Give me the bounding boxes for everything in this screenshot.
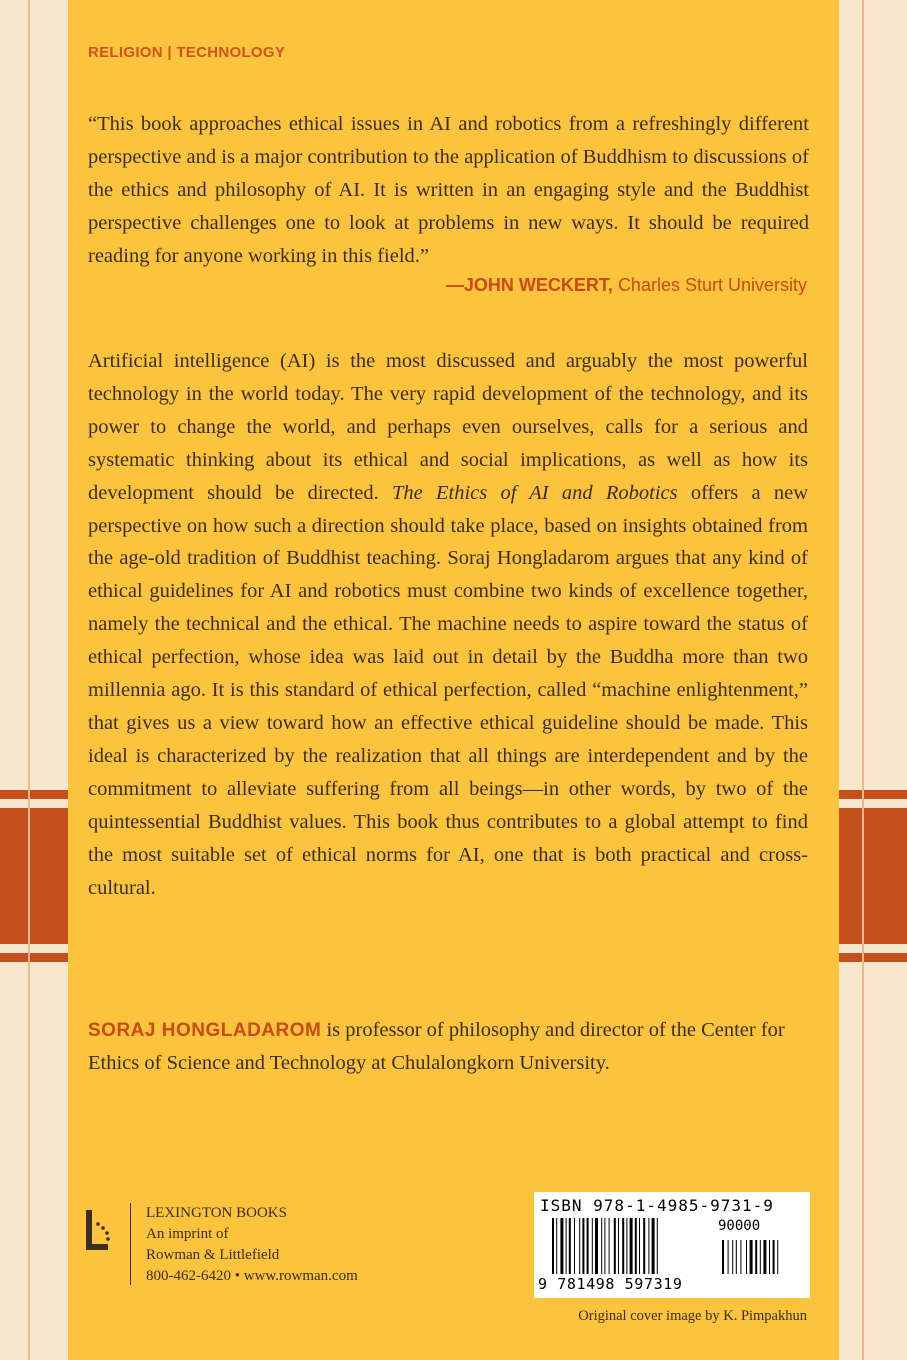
author-name: SORAJ HONGLADAROM xyxy=(88,1020,322,1041)
publisher-name: LEXINGTON BOOKS xyxy=(146,1205,287,1221)
barcode-bar xyxy=(657,1218,658,1274)
barcode-bar xyxy=(626,1218,627,1274)
endorser-affiliation: Charles Sturt University xyxy=(617,275,807,295)
barcode-bar xyxy=(609,1218,610,1274)
barcode-bar xyxy=(648,1218,649,1274)
right-margin-strip xyxy=(839,0,907,1360)
barcode-addon-bar xyxy=(769,1240,770,1274)
barcode-bar xyxy=(595,1218,598,1274)
barcode-bar xyxy=(604,1218,605,1274)
barcode-bar xyxy=(652,1218,655,1274)
barcode-bar xyxy=(635,1218,637,1274)
barcode-addon-bar xyxy=(760,1240,761,1274)
endorser-name: —JOHN WECKERT, xyxy=(445,275,613,295)
barcode-bar xyxy=(579,1218,580,1274)
barcode-bar xyxy=(622,1218,624,1274)
barcode-bar xyxy=(569,1218,571,1274)
back-cover-panel xyxy=(68,0,839,1360)
barcode-addon-bar xyxy=(750,1240,753,1274)
endorsement-attribution xyxy=(446,275,807,296)
publisher-contact: 800-462-6420 • www.rowman.com xyxy=(146,1268,358,1284)
barcode-bar xyxy=(566,1218,567,1274)
publisher-info xyxy=(146,1203,358,1287)
category-label: RELIGION | TECHNOLOGY xyxy=(88,44,286,61)
author-bio-text: is professor of philosophy and director of the Center for Ethics of Science and Technology at Chulalongkorn University. xyxy=(88,1019,785,1074)
ean-number: 9 781498 597319 xyxy=(538,1275,683,1293)
barcode-addon-bar xyxy=(763,1240,766,1274)
barcode-addon-bar xyxy=(740,1240,741,1274)
book-description xyxy=(88,345,808,904)
barcode-bar xyxy=(556,1218,557,1274)
decorative-vertical-line-right xyxy=(862,0,864,1360)
cover-image-credit: Original cover image by K. Pimpakhun xyxy=(578,1308,807,1324)
left-margin-strip xyxy=(0,0,68,1360)
barcode-addon-bar xyxy=(773,1240,775,1274)
publisher-imprint-line: An imprint of xyxy=(146,1226,229,1242)
barcode-bar xyxy=(560,1218,563,1274)
barcode-addon-bar xyxy=(755,1240,757,1274)
author-bio xyxy=(88,1014,808,1079)
barcode-bar xyxy=(614,1218,616,1274)
barcode-addon-bar xyxy=(777,1240,778,1274)
barcode-bar xyxy=(587,1218,589,1274)
barcode-bar xyxy=(574,1218,575,1274)
book-title: The Ethics of AI and Robotics xyxy=(392,481,678,504)
barcode-bar xyxy=(601,1218,602,1274)
barcode-bar xyxy=(552,1218,554,1274)
isbn-barcode xyxy=(534,1192,810,1298)
barcode-addon-bar xyxy=(722,1240,724,1274)
publisher-parent: Rowman & Littlefield xyxy=(146,1247,280,1263)
barcode-addon-bar xyxy=(728,1240,729,1274)
barcode-bars xyxy=(552,1218,802,1276)
barcode-bar xyxy=(582,1218,584,1274)
description-part-2: offers a new perspective on how such a direction should take place, based on insights obtained from the age-old tradition of Buddhist teaching. Soraj Hongladarom argues that any kind of ethical guidelines for AI and robotics must combine two kinds of excellence together, namely the technical and the ethical. The machine needs to aspire toward the status of ethical perfection, whose idea was laid out in detail by the Buddha more than two millennia ago. It is this standard of ethical perfection, called “machine enlightenment,” that gives us a view toward how an effective ethical guideline should be made. This ideal is characterized by the realization that all things are interdependent and by the commitment to alleviate suffering from all beings—in other words, by two of the quintessential Buddhist values. This book thus contributes to a global attempt to find the most suitable set of ethical norms for AI, one that is both practical and cross-cultural. xyxy=(88,481,808,899)
barcode-bar xyxy=(618,1218,619,1274)
barcode-addon-bar xyxy=(736,1240,737,1274)
decorative-vertical-line-left xyxy=(28,0,30,1360)
barcode-bar xyxy=(592,1218,593,1274)
isbn-text: ISBN 978-1-4985-9731-9 xyxy=(540,1196,774,1215)
barcode-bar xyxy=(630,1218,633,1274)
barcode-addon-bar xyxy=(732,1240,733,1274)
description-part-1: Artificial intelligence (AI) is the most discussed and arguably the most powerful technology in the world today. The very rapid development of the technology, and its power to change the world, and perhaps even ourselves, calls for a serious and systematic thinking about its ethical and social implications, as well as how its development should be directed. xyxy=(88,350,808,504)
lexington-books-logo-icon xyxy=(86,1208,112,1258)
barcode-bar xyxy=(639,1218,640,1274)
price-code: 90000 xyxy=(718,1218,761,1234)
publisher-divider xyxy=(130,1203,131,1285)
barcode-bar xyxy=(643,1218,645,1274)
barcode-addon-bar xyxy=(746,1240,747,1274)
endorsement-quote: “This book approaches ethical issues in AI and robotics from a refreshingly different perspective and is a major contribution to the application of Buddhism to discussions of the ethics and philosophy of AI. It is written in an engaging style and the Buddhist perspective challenges one to look at problems in new ways. It should be required reading for anyone working in this field.” xyxy=(88,113,809,267)
